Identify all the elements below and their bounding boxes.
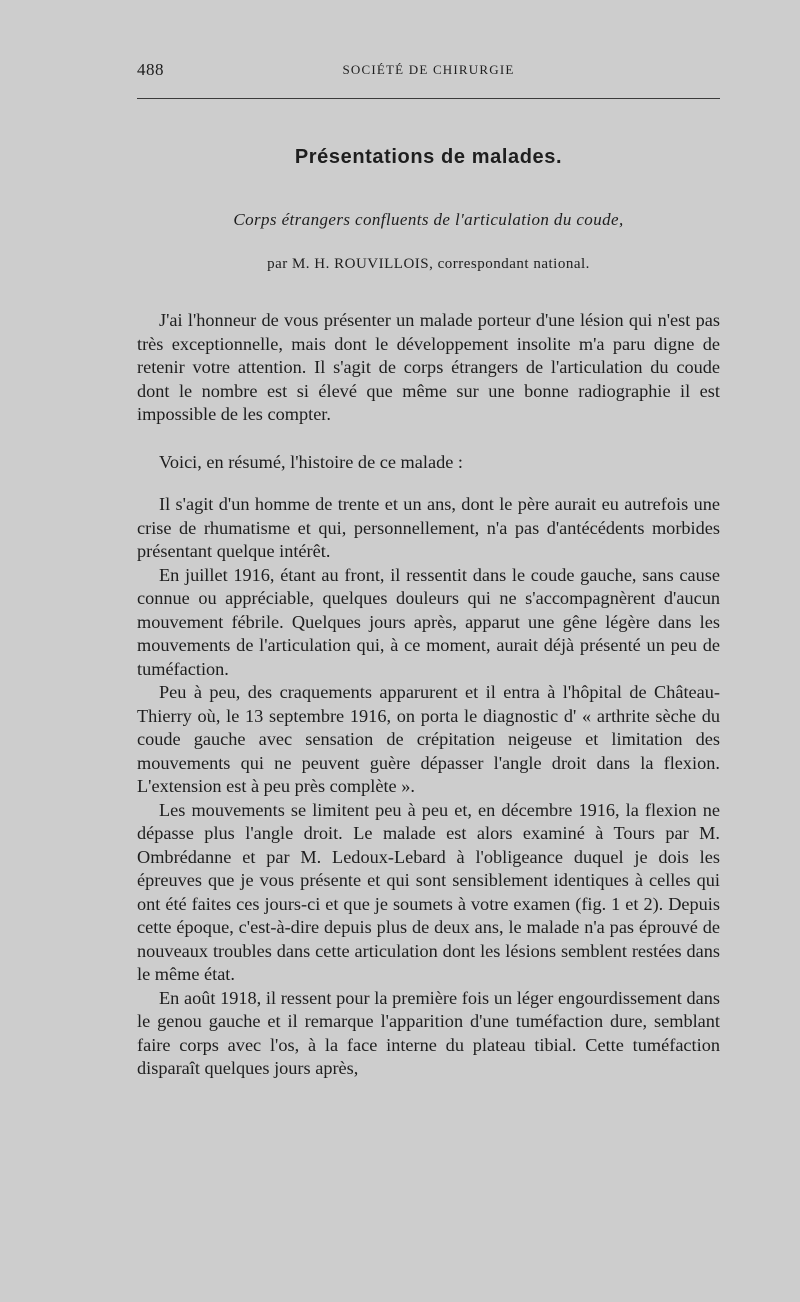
body-paragraph: Peu à peu, des craquements apparurent et il entra à l'hôpital de Château-Thierry où, le 13 septembre 1916, on porta le diagnostic d' « arthrite sèche du coude gauche avec sensation de crépitation neigeuse et limitation des mouvements qui ne peuvent guère dépasser l'angle droit dans la flexion. L'extension est à peu près complète ». — [137, 682, 720, 796]
history-text-block — [137, 493, 720, 1081]
intro-paragraph-block — [137, 451, 720, 475]
body-paragraph: En août 1918, il ressent pour la première fois un léger engourdissement dans le genou gauche et il remarque l'apparition d'une tuméfaction dure, semblant faire corps avec l'os, à la face interne du plateau tibial. Cette tuméfaction disparaît quelques jours après, — [137, 987, 720, 1078]
running-head: SOCIÉTÉ DE CHIRURGIE — [342, 62, 515, 77]
header-rule — [137, 98, 720, 99]
body-paragraph: Voici, en résumé, l'histoire de ce malade : — [159, 452, 463, 472]
intro-paragraph-block — [137, 309, 720, 427]
body-paragraph: Les mouvements se limitent peu à peu et, en décembre 1916, la flexion ne dépasse plus l'angle droit. Le malade est alors examiné à Tours par M. Ombrédanne et par M. Ledoux-Lebard à l'obligeance duquel je dois les épreuves que je vous présente et qui sont sensiblement identiques à celles qui ont été faites ces jours-ci et que je soumets à votre examen (fig. 1 et 2). Depuis cette époque, c'est-à-dire depuis plus de deux ans, le malade n'a pas éprouvé de nouveaux troubles dans cette articulation dont les lésions semblent restées dans le même état. — [137, 799, 720, 984]
section-title: Présentations de malades. — [294, 146, 563, 168]
article-byline: par M. H. ROUVILLOIS, correspondant national. — [267, 256, 590, 272]
body-paragraph: J'ai l'honneur de vous présenter un malade porteur d'une lésion qui n'est pas très exceptionnelle, mais dont le développement insolite m'a paru digne de retenir votre attention. Il s'agit de corps étrangers de l'articulation du coude dont le nombre est si élevé que même sur une bonne radiographie il est impossible de les compter. — [137, 310, 720, 424]
body-paragraph: Il s'agit d'un homme de trente et un ans, dont le père aurait eu autrefois une crise de rhumatisme et qui, personnellement, n'a pas d'antécédents morbides présentant quelque intérêt. — [137, 494, 720, 561]
body-paragraph: En juillet 1916, étant au front, il ressentit dans le coude gauche, sans cause connue ou appréciable, quelques douleurs qui ne s'accompagnèrent d'aucun mouvement fébrile. Quelques jours après, apparut une gêne légère dans les mouvements de l'articulation qui, à ce moment, aurait déjà présenté un peu de tuméfaction. — [137, 564, 720, 679]
article-subtitle: Corps étrangers confluents de l'articulation du coude, — [233, 210, 624, 229]
page-number: 488 — [137, 60, 164, 79]
